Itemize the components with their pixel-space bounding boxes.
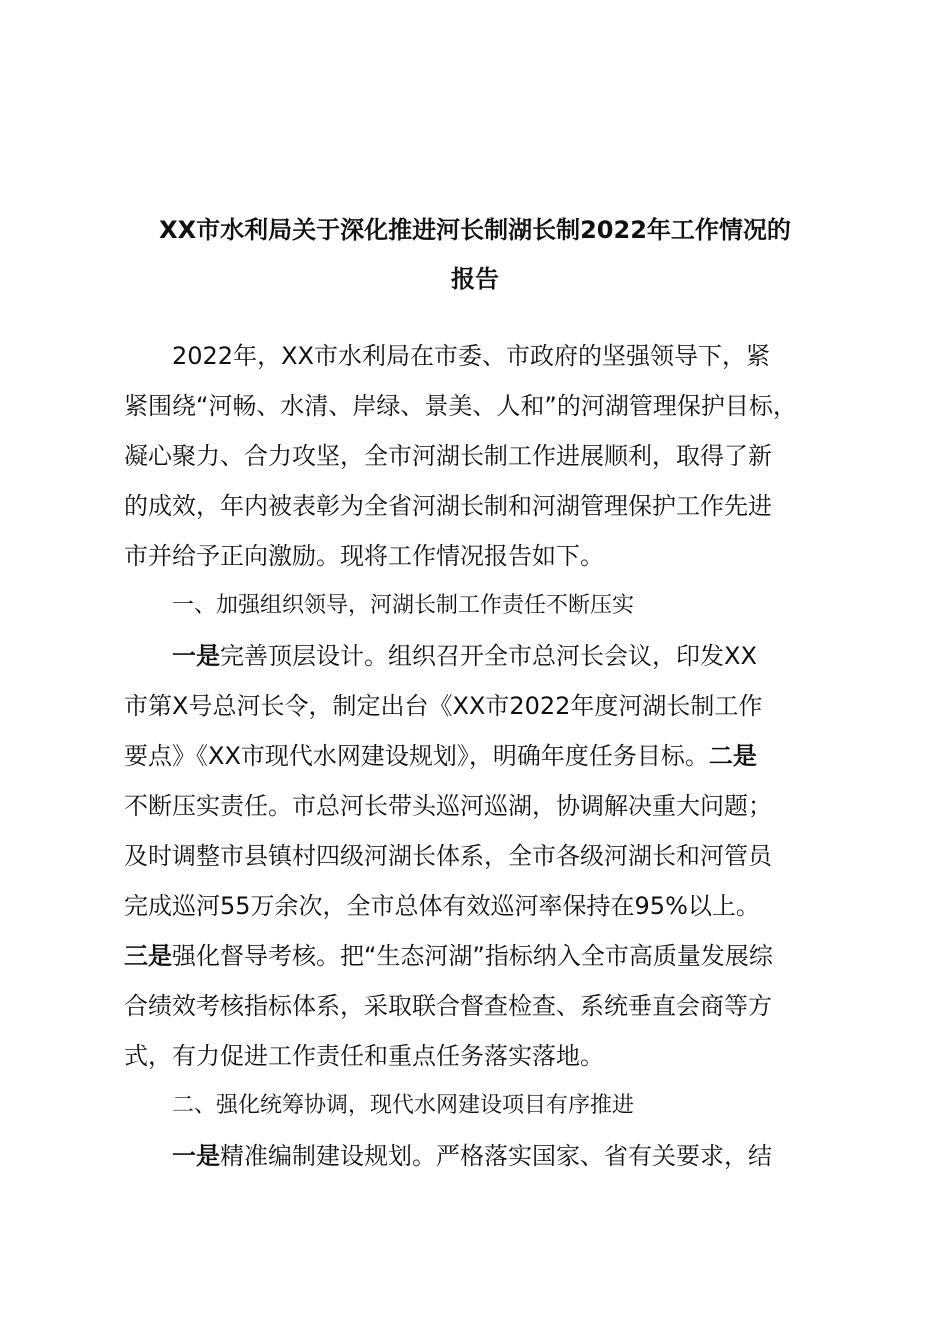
section2-heading: 二、强化统筹协调，现代水网建设项目有序推进	[172, 1093, 635, 1118]
section1-p2-line2: 及时调整市县镇村四级河湖长体系，全市各级河湖长和河管员	[124, 842, 772, 870]
section1-p3-line1	[124, 940, 773, 972]
section1-heading: 一、加强组织领导，河湖长制工作责任不断压实	[172, 593, 635, 618]
section1-p3-line2: 合绩效考核指标体系，采取联合督查检查、系统垂直会商等方	[124, 992, 772, 1020]
section1-p1-line3	[124, 740, 757, 772]
intro-line-1: 2022年，XX市水利局在市委、市政府的坚强领导下，紧	[172, 342, 770, 370]
section1-p1-text3: 要点》《XX市现代水网建设规划》，明确年度任务目标。	[124, 742, 709, 770]
section2-p1-line1	[172, 1140, 772, 1172]
document-title-line1: XX市水利局关于深化推进河长制湖长制2022年工作情况的	[159, 216, 791, 244]
section1-p1-line2: 市第X号总河长令，制定出台《XX市2022年度河湖长制工作	[124, 692, 763, 720]
section1-p2-line3: 完成巡河55万余次，全市总体有效巡河率保持在95%以上。	[124, 892, 760, 920]
section1-p1-text1: 完善顶层设计。组织召开全市总河长会议，印发XX	[220, 642, 757, 670]
intro-line-2: 紧围绕“河畅、水清、岸绿、景美、人和”的河湖管理保护目标，	[124, 392, 797, 420]
intro-line-3: 凝心聚力、合力攻坚，全市河湖长制工作进展顺利，取得了新	[124, 442, 772, 470]
document-title-line2: 报告	[451, 265, 499, 293]
section1-p1-line1	[172, 640, 757, 672]
section1-p3-text1: 强化督导考核。把“生态河湖”指标纳入全市高质量发展综	[172, 942, 773, 970]
section1-p3-line3: 式，有力促进工作责任和重点任务落实落地。	[124, 1042, 604, 1070]
item-label-one: 一是	[172, 642, 220, 670]
section2-p1-text1: 精准编制建设规划。严格落实国家、省有关要求，结	[220, 1142, 772, 1170]
item-label-two: 二是	[708, 742, 757, 770]
item-label-one-section2: 一是	[172, 1142, 220, 1170]
section1-p2-line1: 不断压实责任。市总河长带头巡河巡湖，协调解决重大问题；	[124, 792, 772, 820]
intro-line-5: 市并给予正向激励。现将工作情况报告如下。	[124, 542, 604, 570]
intro-line-4: 的成效，年内被表彰为全省河湖长制和河湖管理保护工作先进	[124, 492, 772, 520]
item-label-three: 三是	[124, 942, 172, 970]
